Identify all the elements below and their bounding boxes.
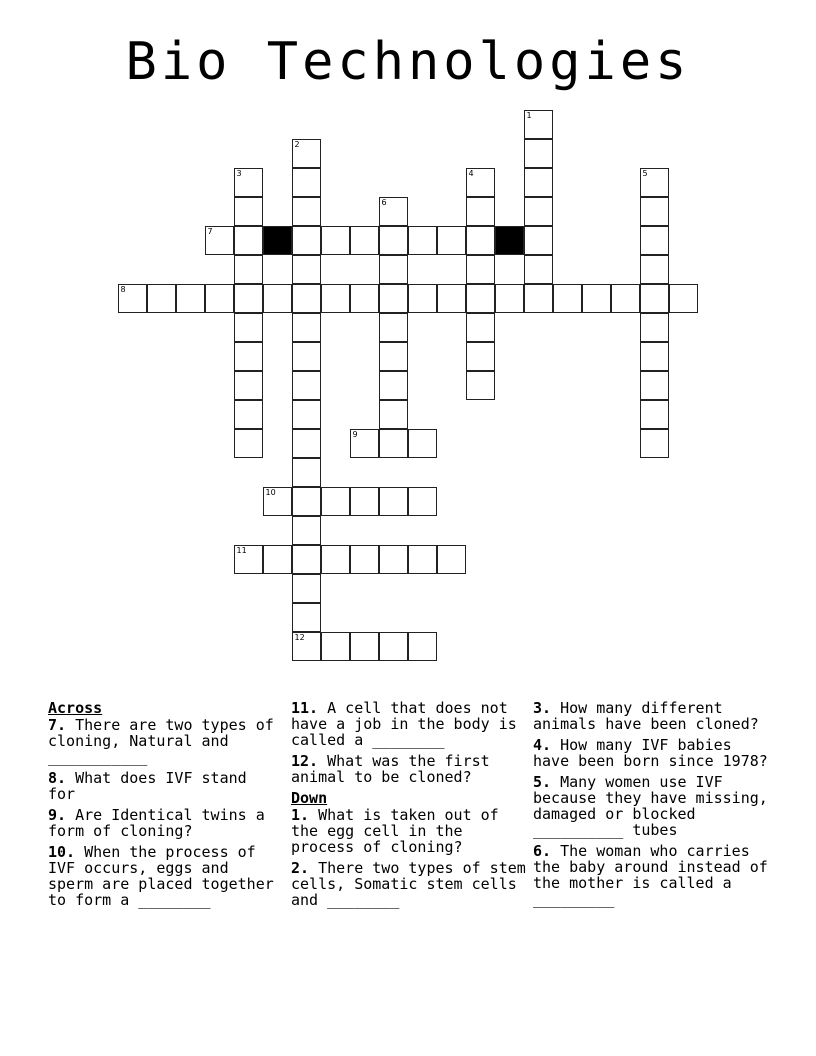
crossword-cell[interactable] <box>321 226 350 255</box>
clue-text: How many different animals have been cloned? <box>533 699 759 733</box>
clue-text: Many women use IVF because they have missing, damaged or blocked __________ tubes <box>533 773 768 839</box>
clue-text: The woman who carries the baby around instead of the mother is called a _________ <box>533 842 768 908</box>
clue-text: There two types of stem cells, Somatic stem cells and ________ <box>291 859 526 909</box>
clue-number: 12. <box>291 752 319 770</box>
crossword-cell[interactable] <box>205 226 234 255</box>
crossword-cell[interactable] <box>379 284 408 313</box>
crossword-cell[interactable] <box>176 284 205 313</box>
crossword-cell[interactable] <box>292 197 321 226</box>
clue-text: When the process of IVF occurs, eggs and sperm are placed together to form a ________ <box>48 843 274 909</box>
clue-across-7 <box>48 717 280 765</box>
crossword-cell[interactable] <box>408 226 437 255</box>
crossword-cell[interactable] <box>466 371 495 400</box>
crossword-cell[interactable] <box>234 255 263 284</box>
crossword-cell[interactable] <box>495 284 524 313</box>
crossword-cell[interactable] <box>408 429 437 458</box>
crossword-cell[interactable] <box>640 284 669 313</box>
crossword-cell[interactable] <box>292 284 321 313</box>
crossword-cell[interactable] <box>292 371 321 400</box>
crossword-cell[interactable] <box>350 429 379 458</box>
clue-column-3 <box>533 700 773 912</box>
clue-number: 9. <box>48 806 67 824</box>
cell-number: 6 <box>381 198 387 207</box>
crossword-cell[interactable] <box>292 400 321 429</box>
crossword-cell[interactable] <box>379 632 408 661</box>
clue-text: What was the first animal to be cloned? <box>291 752 490 786</box>
crossword-cell[interactable] <box>524 197 553 226</box>
clue-number: 8. <box>48 769 67 787</box>
crossword-cell[interactable] <box>292 313 321 342</box>
clue-across-12 <box>291 753 529 785</box>
crossword-cell[interactable] <box>437 545 466 574</box>
crossword-cell[interactable] <box>524 226 553 255</box>
crossword-cell[interactable] <box>263 487 292 516</box>
crossword-cell[interactable] <box>350 632 379 661</box>
crossword-cell[interactable] <box>234 429 263 458</box>
crossword-cell[interactable] <box>408 487 437 516</box>
cell-number: 11 <box>236 546 247 555</box>
clue-down-3 <box>533 700 773 732</box>
crossword-cell[interactable] <box>321 487 350 516</box>
crossword-cell[interactable] <box>379 313 408 342</box>
cell-number: 4 <box>468 169 474 178</box>
clue-text: What is taken out of the egg cell in the process of cloning? <box>291 806 499 856</box>
crossword-cell[interactable] <box>292 632 321 661</box>
clue-down-4 <box>533 737 773 769</box>
crossword-cell[interactable] <box>640 371 669 400</box>
clue-text: A cell that does not have a job in the body is called a ________ <box>291 699 517 749</box>
crossword-cell[interactable] <box>640 255 669 284</box>
crossword-cell[interactable] <box>263 284 292 313</box>
clue-across-10 <box>48 844 280 908</box>
crossword-cell[interactable] <box>234 168 263 197</box>
clue-text: There are two types of cloning, Natural and ___________ <box>48 716 274 766</box>
cell-number: 2 <box>294 140 300 149</box>
crossword-cell[interactable] <box>524 139 553 168</box>
clue-number: 6. <box>533 842 552 860</box>
clue-column-1 <box>48 700 280 913</box>
crossword-cell[interactable] <box>466 284 495 313</box>
clue-number: 11. <box>291 699 319 717</box>
crossword-cell[interactable] <box>379 197 408 226</box>
crossword-cell[interactable] <box>524 255 553 284</box>
crossword-cell[interactable] <box>263 545 292 574</box>
crossword-cell[interactable] <box>292 458 321 487</box>
crossword-cell[interactable] <box>379 487 408 516</box>
crossword-cell[interactable] <box>553 284 582 313</box>
cell-number: 10 <box>265 488 276 497</box>
crossword-cell[interactable] <box>379 342 408 371</box>
crossword-cell[interactable] <box>292 226 321 255</box>
clue-text: How many IVF babies have been born since 1978? <box>533 736 768 770</box>
across-heading: Across <box>48 699 103 717</box>
crossword-cell[interactable] <box>640 429 669 458</box>
clue-number: 7. <box>48 716 67 734</box>
crossword-cell[interactable] <box>379 429 408 458</box>
black-cell <box>495 226 524 255</box>
down-heading: Down <box>291 789 328 807</box>
crossword-cell[interactable] <box>350 545 379 574</box>
crossword-cell[interactable] <box>292 342 321 371</box>
crossword-cell[interactable] <box>292 516 321 545</box>
crossword-cell[interactable] <box>524 284 553 313</box>
crossword-cell[interactable] <box>640 342 669 371</box>
crossword-cell[interactable] <box>408 545 437 574</box>
crossword-cell[interactable] <box>292 168 321 197</box>
clue-number: 10. <box>48 843 76 861</box>
crossword-cell[interactable] <box>408 632 437 661</box>
crossword-cell[interactable] <box>292 603 321 632</box>
crossword-cell[interactable] <box>466 168 495 197</box>
cell-number: 9 <box>352 430 358 439</box>
crossword-cell[interactable] <box>524 168 553 197</box>
crossword-cell[interactable] <box>379 371 408 400</box>
crossword-cell[interactable] <box>234 371 263 400</box>
crossword-cell[interactable] <box>118 284 147 313</box>
crossword-cell[interactable] <box>640 226 669 255</box>
crossword-cell[interactable] <box>379 545 408 574</box>
crossword-cell[interactable] <box>234 197 263 226</box>
crossword-cell[interactable] <box>234 400 263 429</box>
crossword-cell[interactable] <box>205 284 234 313</box>
crossword-cell[interactable] <box>350 284 379 313</box>
clue-number: 2. <box>291 859 310 877</box>
crossword-cell[interactable] <box>292 139 321 168</box>
cell-number: 8 <box>120 285 126 294</box>
clue-across-11 <box>291 700 529 748</box>
crossword-cell[interactable] <box>466 313 495 342</box>
crossword-cell[interactable] <box>437 284 466 313</box>
clue-down-5 <box>533 774 773 838</box>
clue-across-9 <box>48 807 280 839</box>
clue-number: 5. <box>533 773 552 791</box>
black-cell <box>263 226 292 255</box>
crossword-cell[interactable] <box>292 255 321 284</box>
crossword-cell[interactable] <box>321 545 350 574</box>
crossword-cell[interactable] <box>640 313 669 342</box>
crossword-cell[interactable] <box>350 487 379 516</box>
cell-number: 3 <box>236 169 242 178</box>
clue-number: 3. <box>533 699 552 717</box>
clue-number: 4. <box>533 736 552 754</box>
clue-across-8 <box>48 770 280 802</box>
clue-down-1 <box>291 807 529 855</box>
crossword-cell[interactable] <box>292 574 321 603</box>
crossword-cell[interactable] <box>234 226 263 255</box>
crossword-cell[interactable] <box>379 400 408 429</box>
crossword-cell[interactable] <box>466 342 495 371</box>
crossword-cell[interactable] <box>292 545 321 574</box>
crossword-cell[interactable] <box>379 255 408 284</box>
crossword-cell[interactable] <box>466 255 495 284</box>
crossword-cell[interactable] <box>292 429 321 458</box>
page-title: Bio Technologies <box>125 32 691 92</box>
crossword-cell[interactable] <box>408 284 437 313</box>
crossword-cell[interactable] <box>234 313 263 342</box>
cell-number: 1 <box>526 111 532 120</box>
cell-number: 12 <box>294 633 305 642</box>
crossword-cell[interactable] <box>437 226 466 255</box>
crossword-cell[interactable] <box>321 284 350 313</box>
clue-text: What does IVF stand for <box>48 769 247 803</box>
crossword-cell[interactable] <box>379 226 408 255</box>
crossword-cell[interactable] <box>234 545 263 574</box>
crossword-cell[interactable] <box>147 284 176 313</box>
crossword-cell[interactable] <box>524 110 553 139</box>
crossword-cell[interactable] <box>350 226 379 255</box>
clue-text: Are Identical twins a form of cloning? <box>48 806 265 840</box>
clue-down-2 <box>291 860 529 908</box>
crossword-cell[interactable] <box>466 197 495 226</box>
crossword-cell[interactable] <box>321 632 350 661</box>
crossword-cell[interactable] <box>234 342 263 371</box>
cell-number: 5 <box>642 169 648 178</box>
crossword-cell[interactable] <box>611 284 640 313</box>
crossword-cell[interactable] <box>669 284 698 313</box>
crossword-cell[interactable] <box>292 487 321 516</box>
crossword-cell[interactable] <box>234 284 263 313</box>
clue-column-2 <box>291 700 529 913</box>
crossword-cell[interactable] <box>640 168 669 197</box>
crossword-cell[interactable] <box>466 226 495 255</box>
cell-number: 7 <box>207 227 213 236</box>
crossword-cell[interactable] <box>582 284 611 313</box>
clue-number: 1. <box>291 806 310 824</box>
crossword-cell[interactable] <box>640 400 669 429</box>
crossword-cell[interactable] <box>640 197 669 226</box>
clue-down-6 <box>533 843 773 907</box>
